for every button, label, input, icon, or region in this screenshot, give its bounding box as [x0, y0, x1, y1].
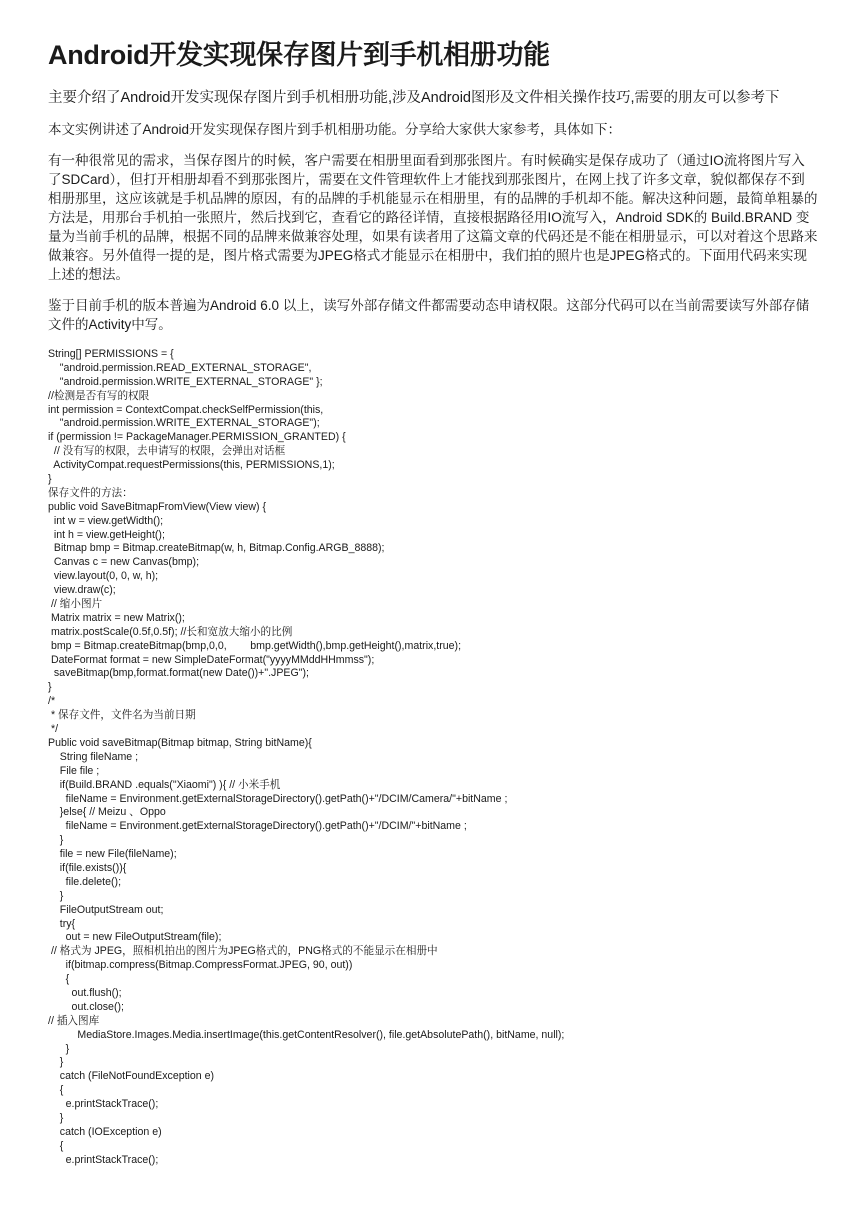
code-line: }	[48, 1042, 70, 1055]
code-line: int w = view.getWidth();	[48, 514, 164, 527]
code-line: }	[48, 473, 52, 486]
body-paragraph: 有一种很常见的需求，当保存图片的时候，客户需要在相册里面看到那张图片。有时候确实是保存成功了（通过IO流将图片写入了SDCard），但打开相册却看不到那张图片，需要在文件管理软件上才能找到那张图片，在网上找了许多文章，貌似都保存不到相册那里，这应该就是手机品牌的原因，有的品牌的手机能显示在相册里，有的品牌的手机却不能。解决这种问题，最简单粗暴的方法是，用那台手机拍一张照片，然后找到它，查看它的路径详情，直接根据路径用IO流写入，Android SDK的 Build.BRAND 变量为当前手机的品牌，根据不同的品牌来做兼容处理，如果有读者用了这篇文章的代码还是不能在相册显示，可以对着这个思路来做兼容。另外值得一提的是，图片格式需要为JPEG格式才能显示在相册中，我们拍的照片也是JPEG格式的。下面用代码来实现上述的想法。	[48, 153, 818, 282]
code-line: String[] PERMISSIONS = {	[48, 348, 174, 360]
code-line: {	[48, 1084, 64, 1097]
code-block	[48, 348, 818, 1168]
code-line: matrix.postScale(0.5f,0.5f); //长和宽放大缩小的比例	[48, 625, 293, 638]
code-line: file = new File(fileName);	[48, 848, 177, 861]
code-line: // 缩小图片	[48, 598, 103, 611]
intro-paragraph: 本文实例讲述了Android开发实现保存图片到手机相册功能。分享给大家供大家参考，具体如下：	[48, 122, 622, 137]
code-line: DateFormat format = new SimpleDateFormat("yyyyMMddHHmmss");	[48, 653, 375, 666]
code-line: catch (IOException e)	[48, 1125, 162, 1138]
code-line: Public void saveBitmap(Bitmap bitmap, String bitName){	[48, 736, 312, 749]
code-line: /*	[48, 695, 56, 708]
code-line: // 没有写的权限，去申请写的权限，会弹出对话框	[48, 445, 286, 458]
code-line: e.printStackTrace();	[48, 1153, 159, 1166]
code-line: saveBitmap(bmp,format.format(new Date())+".JPEG");	[48, 667, 309, 680]
code-line: "android.permission.WRITE_EXTERNAL_STORAGE" };	[48, 375, 323, 388]
code-line: {	[48, 973, 70, 986]
code-line: }	[48, 1056, 64, 1069]
code-line: */	[48, 723, 59, 736]
code-line: if (permission != PackageManager.PERMISSION_GRANTED) {	[48, 431, 346, 444]
code-line: file.delete();	[48, 875, 122, 888]
code-line: bmp = Bitmap.createBitmap(bmp,0,0, bmp.getWidth(),bmp.getHeight(),matrix,true);	[48, 639, 462, 652]
code-line: out.flush();	[48, 986, 122, 999]
code-line: fileName = Environment.getExternalStorageDirectory().getPath()+"/DCIM/"+bitName ;	[48, 820, 467, 833]
code-line: int h = view.getHeight();	[48, 528, 165, 541]
code-line: {	[48, 1139, 64, 1152]
code-line: e.printStackTrace();	[48, 1098, 159, 1111]
code-line: String fileName ;	[48, 750, 139, 763]
code-line: Matrix matrix = new Matrix();	[48, 611, 185, 624]
code-line: "android.permission.WRITE_EXTERNAL_STORAGE");	[48, 417, 320, 430]
permission-paragraph: 鉴于目前手机的版本普遍为Android 6.0 以上，读写外部存储文件都需要动态申请权限。这部分代码可以在当前需要读写外部存储文件的Activity中写。	[48, 298, 810, 332]
code-line: public void SaveBitmapFromView(View view) {	[48, 500, 267, 513]
code-line: File file ;	[48, 764, 100, 777]
document-summary: 主要介绍了Android开发实现保存图片到手机相册功能,涉及Android图形及文件相关操作技巧,需要的朋友可以参考下	[48, 90, 780, 106]
document-title: Android开发实现保存图片到手机相册功能	[48, 40, 550, 70]
code-line: * 保存文件，文件名为当前日期	[48, 709, 196, 722]
code-line: }	[48, 681, 52, 694]
code-line: MediaStore.Images.Media.insertImage(this.getContentResolver(), file.getAbsolutePath(), bitName, null);	[48, 1028, 565, 1041]
code-line: // 插入图库	[48, 1014, 100, 1027]
code-line: int permission = ContextCompat.checkSelfPermission(this,	[48, 403, 324, 416]
code-line: Bitmap bmp = Bitmap.createBitmap(w, h, Bitmap.Config.ARGB_8888);	[48, 542, 385, 555]
code-line: if(file.exists()){	[48, 861, 127, 874]
code-line: if(bitmap.compress(Bitmap.CompressFormat.JPEG, 90, out))	[48, 959, 353, 972]
code-line: if(Build.BRAND .equals("Xiaomi") ){ // 小米手机	[48, 778, 281, 791]
code-line: ActivityCompat.requestPermissions(this, PERMISSIONS,1);	[48, 459, 335, 472]
code-line: }	[48, 834, 64, 847]
code-line: view.draw(c);	[48, 584, 116, 597]
code-line: fileName = Environment.getExternalStorageDirectory().getPath()+"/DCIM/Camera/"+bitName ;	[48, 792, 508, 805]
code-line: 保存文件的方法：	[48, 486, 133, 499]
code-line: // 格式为 JPEG，照相机拍出的图片为JPEG格式的，PNG格式的不能显示在相册中	[48, 945, 438, 958]
code-line: //检测是否有写的权限	[48, 389, 150, 402]
code-line: }	[48, 1111, 64, 1124]
code-line: view.layout(0, 0, w, h);	[48, 570, 159, 583]
code-line: Canvas c = new Canvas(bmp);	[48, 556, 200, 569]
code-line: }	[48, 889, 64, 902]
code-line: "android.permission.READ_EXTERNAL_STORAGE",	[48, 361, 312, 374]
code-line: }else{ // Meizu 、Oppo	[48, 806, 166, 819]
code-line: out = new FileOutputStream(file);	[48, 931, 222, 944]
code-line: out.close();	[48, 1000, 124, 1013]
code-line: FileOutputStream out;	[48, 903, 164, 916]
code-line: catch (FileNotFoundException e)	[48, 1070, 215, 1083]
document-page	[48, 36, 818, 1168]
code-line: try{	[48, 917, 76, 930]
